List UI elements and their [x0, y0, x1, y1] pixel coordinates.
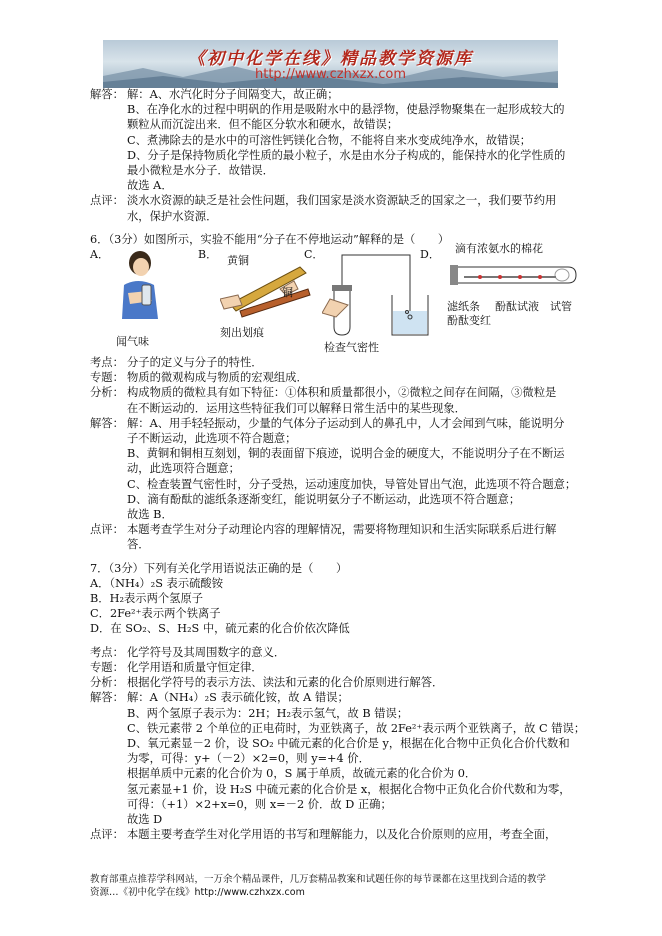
q7-fenxi — [90, 675, 580, 690]
figure-b-caption: 刻出划痕 — [220, 326, 264, 340]
option-d-label: D． — [420, 248, 440, 262]
comment-line: 水，保护水资源． — [127, 209, 218, 223]
fenxi-line: 构成物质的微粒具有如下特征：①体积和质量都很小，②微粒之间存在间隔，③微粒是 — [127, 386, 557, 400]
answer-line: 根据单质中元素的化合价为 0，S 属于单质，故硫元素的化合价为 0． — [127, 767, 477, 781]
banner-title: 《初中化学在线》精品教学资源库 — [188, 49, 473, 69]
figure-a-caption: 闻气味 — [116, 335, 149, 349]
figure-d-label-paper: 滤纸条 — [447, 300, 480, 314]
figure-d-label-tube: 试管 — [550, 300, 572, 314]
q6-answer — [90, 416, 580, 522]
q6-figures — [90, 242, 580, 355]
q5-answer — [90, 87, 580, 193]
page-footer — [90, 873, 580, 899]
comment-label: 点评： — [90, 523, 124, 537]
ammonia-diffusion-figure — [450, 259, 580, 295]
q6-question: 6．（3分）如图所示，实验不能用“分子在不停地运动”解释的是（ ） — [90, 232, 450, 246]
figure-c-caption: 检查气密性 — [324, 341, 379, 355]
answer-line: 解：A、用手轻轻振动，少量的气体分子运动到人的鼻孔中，人才会闻到气味，能说明分 — [127, 416, 565, 430]
answer-label: 解答： — [90, 88, 124, 101]
footer-line-2[interactable]: 资源…《初中化学在线》http://www.czhxzx.com — [90, 887, 305, 898]
answer-line: C、煮沸除去的是水中的可溶性钙镁化合物，不能将自来水变成纯净水，故错误； — [127, 133, 532, 147]
comment-line: 答． — [127, 538, 150, 552]
q7-zhuanti — [90, 660, 580, 675]
answer-line: B、在净化水的过程中明矾的作用是吸附水中的悬浮物，使悬浮物聚集在一起形成较大的 — [127, 103, 565, 117]
answer-line: 动，此选项符合题意； — [127, 462, 240, 476]
smell-experiment-figure — [108, 249, 168, 319]
answer-line: 解：A、水汽化时分子间隔变大，故正确； — [127, 88, 339, 101]
q5-comment — [90, 193, 580, 223]
q6-comment — [90, 522, 580, 552]
comment-text: 本题主要考查学生对化学用语的书写和理解能力，以及化合价原则的应用，考查全面， — [127, 828, 557, 842]
q7-answer — [90, 690, 586, 827]
q7-question: 7．（3分）下列有关化学用语说法正确的是（ ） — [90, 561, 348, 575]
q7-option-d: D．在 SO₂、S、H₂S 中，硫元素的化合价依次降低 — [90, 622, 350, 636]
kaodian-text: 分子的定义与分子的特性． — [127, 356, 263, 370]
site-banner — [103, 40, 558, 88]
answer-line: B、两个氢原子表示为：2H；H₂表示氢气，故 B 错误； — [127, 706, 409, 720]
answer-line: D、滴有酚酞的滤纸条逐渐变红，能说明氨分子不断运动，此选项不符合题意； — [127, 492, 521, 506]
banner-url[interactable]: http://www.czhxzx.com — [255, 67, 406, 82]
answer-line: 解：A（NH₄）₂S 表示硫化铵，故 A 错误； — [127, 691, 349, 705]
q6-fenxi — [90, 385, 580, 415]
kaodian-label: 考点： — [90, 356, 124, 370]
q7-comment — [90, 827, 580, 842]
comment-line: 淡水水资源的缺乏是社会性问题，我们国家是淡水资源缺乏的国家之一，我们要节约用 — [127, 194, 557, 208]
answer-line: 颗粒从而沉淀出来．但不能区分软水和硬水，故错误； — [127, 118, 399, 132]
figure-b-label-brass: 黄铜 — [227, 254, 249, 268]
kaodian-label: 考点： — [90, 645, 124, 659]
answer-line: 最小微粒是水分子．故错误． — [127, 164, 274, 178]
answer-line: 故选 D — [127, 812, 163, 826]
q7-kaodian — [90, 645, 580, 660]
comment-line: 本题考查学生对分子动理论内容的理解情况，需要将物理知识和生活实际联系后进行解 — [127, 523, 557, 537]
answer-label: 解答： — [90, 416, 124, 430]
figure-d-label-phenolphthalein: 酚酞试液 — [495, 300, 539, 314]
answer-line: 可得：（+1）×2+x=0，则 x=－2 价．故 D 正确； — [127, 797, 392, 811]
kaodian-text: 化学符号及其周围数字的意义． — [127, 645, 286, 659]
answer-line: 为零，可得：y+（－2）×2=0，则 y=+4 价． — [127, 752, 370, 766]
q6-zhuanti — [90, 370, 580, 385]
comment-label: 点评： — [90, 194, 124, 208]
zhuanti-text: 物质的微观构成与物质的宏观组成． — [127, 371, 308, 385]
q6-kaodian — [90, 355, 580, 370]
q7-option-b: B．H₂表示两个氢原子 — [90, 592, 204, 606]
option-b-label: B． — [198, 248, 218, 262]
zhuanti-label: 专题： — [90, 660, 124, 674]
answer-line: D、分子是保持物质化学性质的最小粒子，水是由水分子构成的，能保持水的化学性质的 — [127, 148, 566, 162]
fenxi-line: 在不断运动的．运用这些特征我们可以解释日常生活中的某些现象． — [127, 401, 466, 415]
fenxi-label: 分析： — [90, 386, 124, 400]
q7-option-c: C．2Fe²⁺表示两个铁离子 — [90, 607, 221, 621]
option-c-label: C． — [304, 248, 324, 262]
fenxi-text: 根据化学符号的表示方法、读法和元素的化合价原则进行解答． — [127, 676, 444, 690]
document-content — [90, 87, 586, 842]
zhuanti-label: 专题： — [90, 371, 124, 385]
answer-line: 故选 B． — [127, 508, 173, 522]
answer-label: 解答： — [90, 691, 124, 705]
answer-line: D、氧元素显－2 价，设 SO₂ 中硫元素的化合价是 y，根据在化合物中正负化合价代数和 — [127, 736, 570, 750]
footer-line-1: 教育部重点推荐学科网站，一万余个精品课件，几万套精品教案和试题任你的每节课都在这里找到合适的教学 — [90, 874, 547, 885]
answer-line: C、铁元素带 2 个单位的正电荷时，为亚铁离子，故 2Fe²⁺表示两个亚铁离子，故 C 错误； — [127, 721, 586, 735]
answer-line: 子不断运动，此选项不符合题意； — [127, 432, 297, 446]
option-a-label: A． — [90, 248, 109, 262]
comment-label: 点评： — [90, 828, 124, 842]
q7-option-a: A．（NH₄）₂S 表示硫酸铵 — [90, 576, 224, 590]
figure-d-label-cotton: 滴有浓氨水的棉花 — [455, 242, 543, 256]
airtightness-check-figure — [322, 249, 432, 341]
zhuanti-text: 化学用语和质量守恒定律． — [127, 660, 263, 674]
figure-b-label-copper: 铜 — [282, 286, 293, 300]
answer-line: B、黄铜和铜相互刻划，铜的表面留下痕迹，说明合金的硬度大，不能说明分子在不断运 — [127, 447, 565, 461]
answer-line: 氢元素显+1 价，设 H₂S 中硫元素的化合价是 x，根据化合物中正负化合价代数和为零， — [127, 782, 571, 796]
answer-line: 故选 A． — [127, 179, 173, 193]
figure-d-caption: 酚酞变红 — [447, 314, 491, 328]
fenxi-label: 分析： — [90, 676, 124, 690]
answer-line: C、检查装置气密性时，分子受热，运动速度加快，导管处冒出气泡，此选项不符合题意； — [127, 477, 577, 491]
